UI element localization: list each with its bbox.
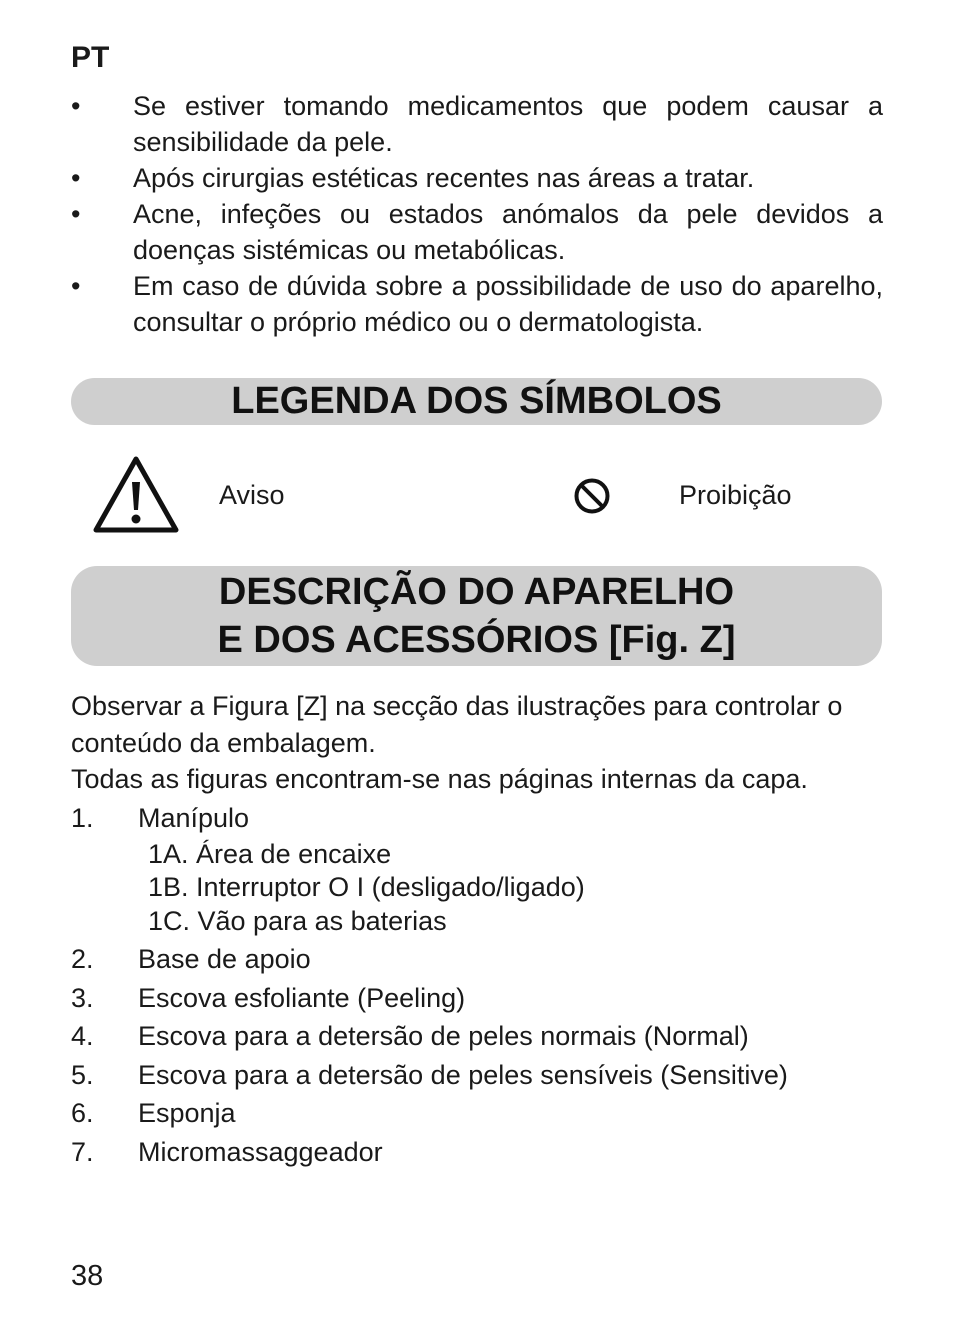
heading-line: E DOS ACESSÓRIOS [Fig. Z]	[217, 619, 736, 661]
bullet-marker: •	[71, 199, 81, 229]
intro-paragraph	[71, 688, 883, 798]
item-number: 4.	[71, 1021, 94, 1052]
prohibition-label: Proibição	[679, 480, 792, 510]
bullet-marker: •	[71, 91, 81, 121]
item-label: Escova esfoliante (Peeling)	[138, 982, 466, 1013]
legend-section-heading: LEGENDA DOS SÍMBOLOS	[71, 378, 882, 425]
item-label: Escova para a detersão de peles normais (Normal)	[138, 1021, 749, 1052]
item-number: 5.	[71, 1059, 94, 1090]
list-item	[71, 1017, 883, 1056]
item-number: 1.	[71, 803, 94, 833]
item-label: Base de apoio	[138, 944, 311, 975]
list-item	[71, 88, 883, 160]
warning-triangle-icon	[92, 454, 180, 534]
page-number: 38	[71, 1260, 104, 1292]
bullet-text: Em caso de dúvida sobre a possibilidade de uso do aparelho, consultar o próprio médico ou o dermatologista.	[133, 271, 883, 337]
bullet-text: Se estiver tomando medicamentos que podem causar a sensibilidade da pele.	[133, 91, 883, 157]
bullet-marker: •	[71, 271, 81, 301]
item-number: 6.	[71, 1098, 94, 1129]
bullet-text: Após cirurgias estéticas recentes nas áreas a tratar.	[133, 163, 755, 193]
list-item	[71, 1056, 883, 1095]
list-item	[71, 1133, 883, 1172]
list-item	[71, 940, 883, 979]
description-section-heading	[71, 566, 882, 666]
intro-text: Observar a Figura [Z] na secção das ilustrações para controlar o conteúdo da embalagem.	[71, 691, 843, 758]
sub-item: 1A. Área de encaixe	[148, 838, 392, 869]
warning-label: Aviso	[219, 480, 285, 510]
language-code: PT	[71, 41, 110, 74]
prohibition-icon	[573, 477, 611, 515]
list-item	[71, 799, 883, 938]
bullet-list	[71, 88, 883, 340]
list-item	[71, 196, 883, 268]
item-label: Manípulo	[138, 803, 250, 833]
sub-item: 1B. Interruptor O I (desligado/ligado)	[148, 872, 585, 903]
item-label: Escova para a detersão de peles sensíveis (Sensitive)	[138, 1059, 788, 1090]
bullet-marker: •	[71, 163, 81, 193]
item-number: 7.	[71, 1137, 94, 1168]
sub-item: 1C. Vão para as baterias	[148, 905, 447, 936]
sub-list	[138, 838, 883, 939]
list-item	[71, 979, 883, 1018]
list-item	[71, 1094, 883, 1133]
heading-line: DESCRIÇÃO DO APARELHO	[218, 571, 735, 613]
list-item	[71, 160, 883, 196]
list-item	[71, 268, 883, 340]
intro-text-2: Todas as figuras encontram-se nas páginas internas da capa.	[71, 764, 808, 794]
item-label: Micromassaggeador	[138, 1137, 383, 1168]
item-number: 3.	[71, 982, 94, 1013]
item-label: Esponja	[138, 1098, 236, 1129]
bullet-text: Acne, infeções ou estados anómalos da pele devidos a doenças sistémicas ou metabólicas.	[133, 199, 883, 265]
item-number: 2.	[71, 944, 94, 975]
accessory-list	[71, 799, 883, 1172]
